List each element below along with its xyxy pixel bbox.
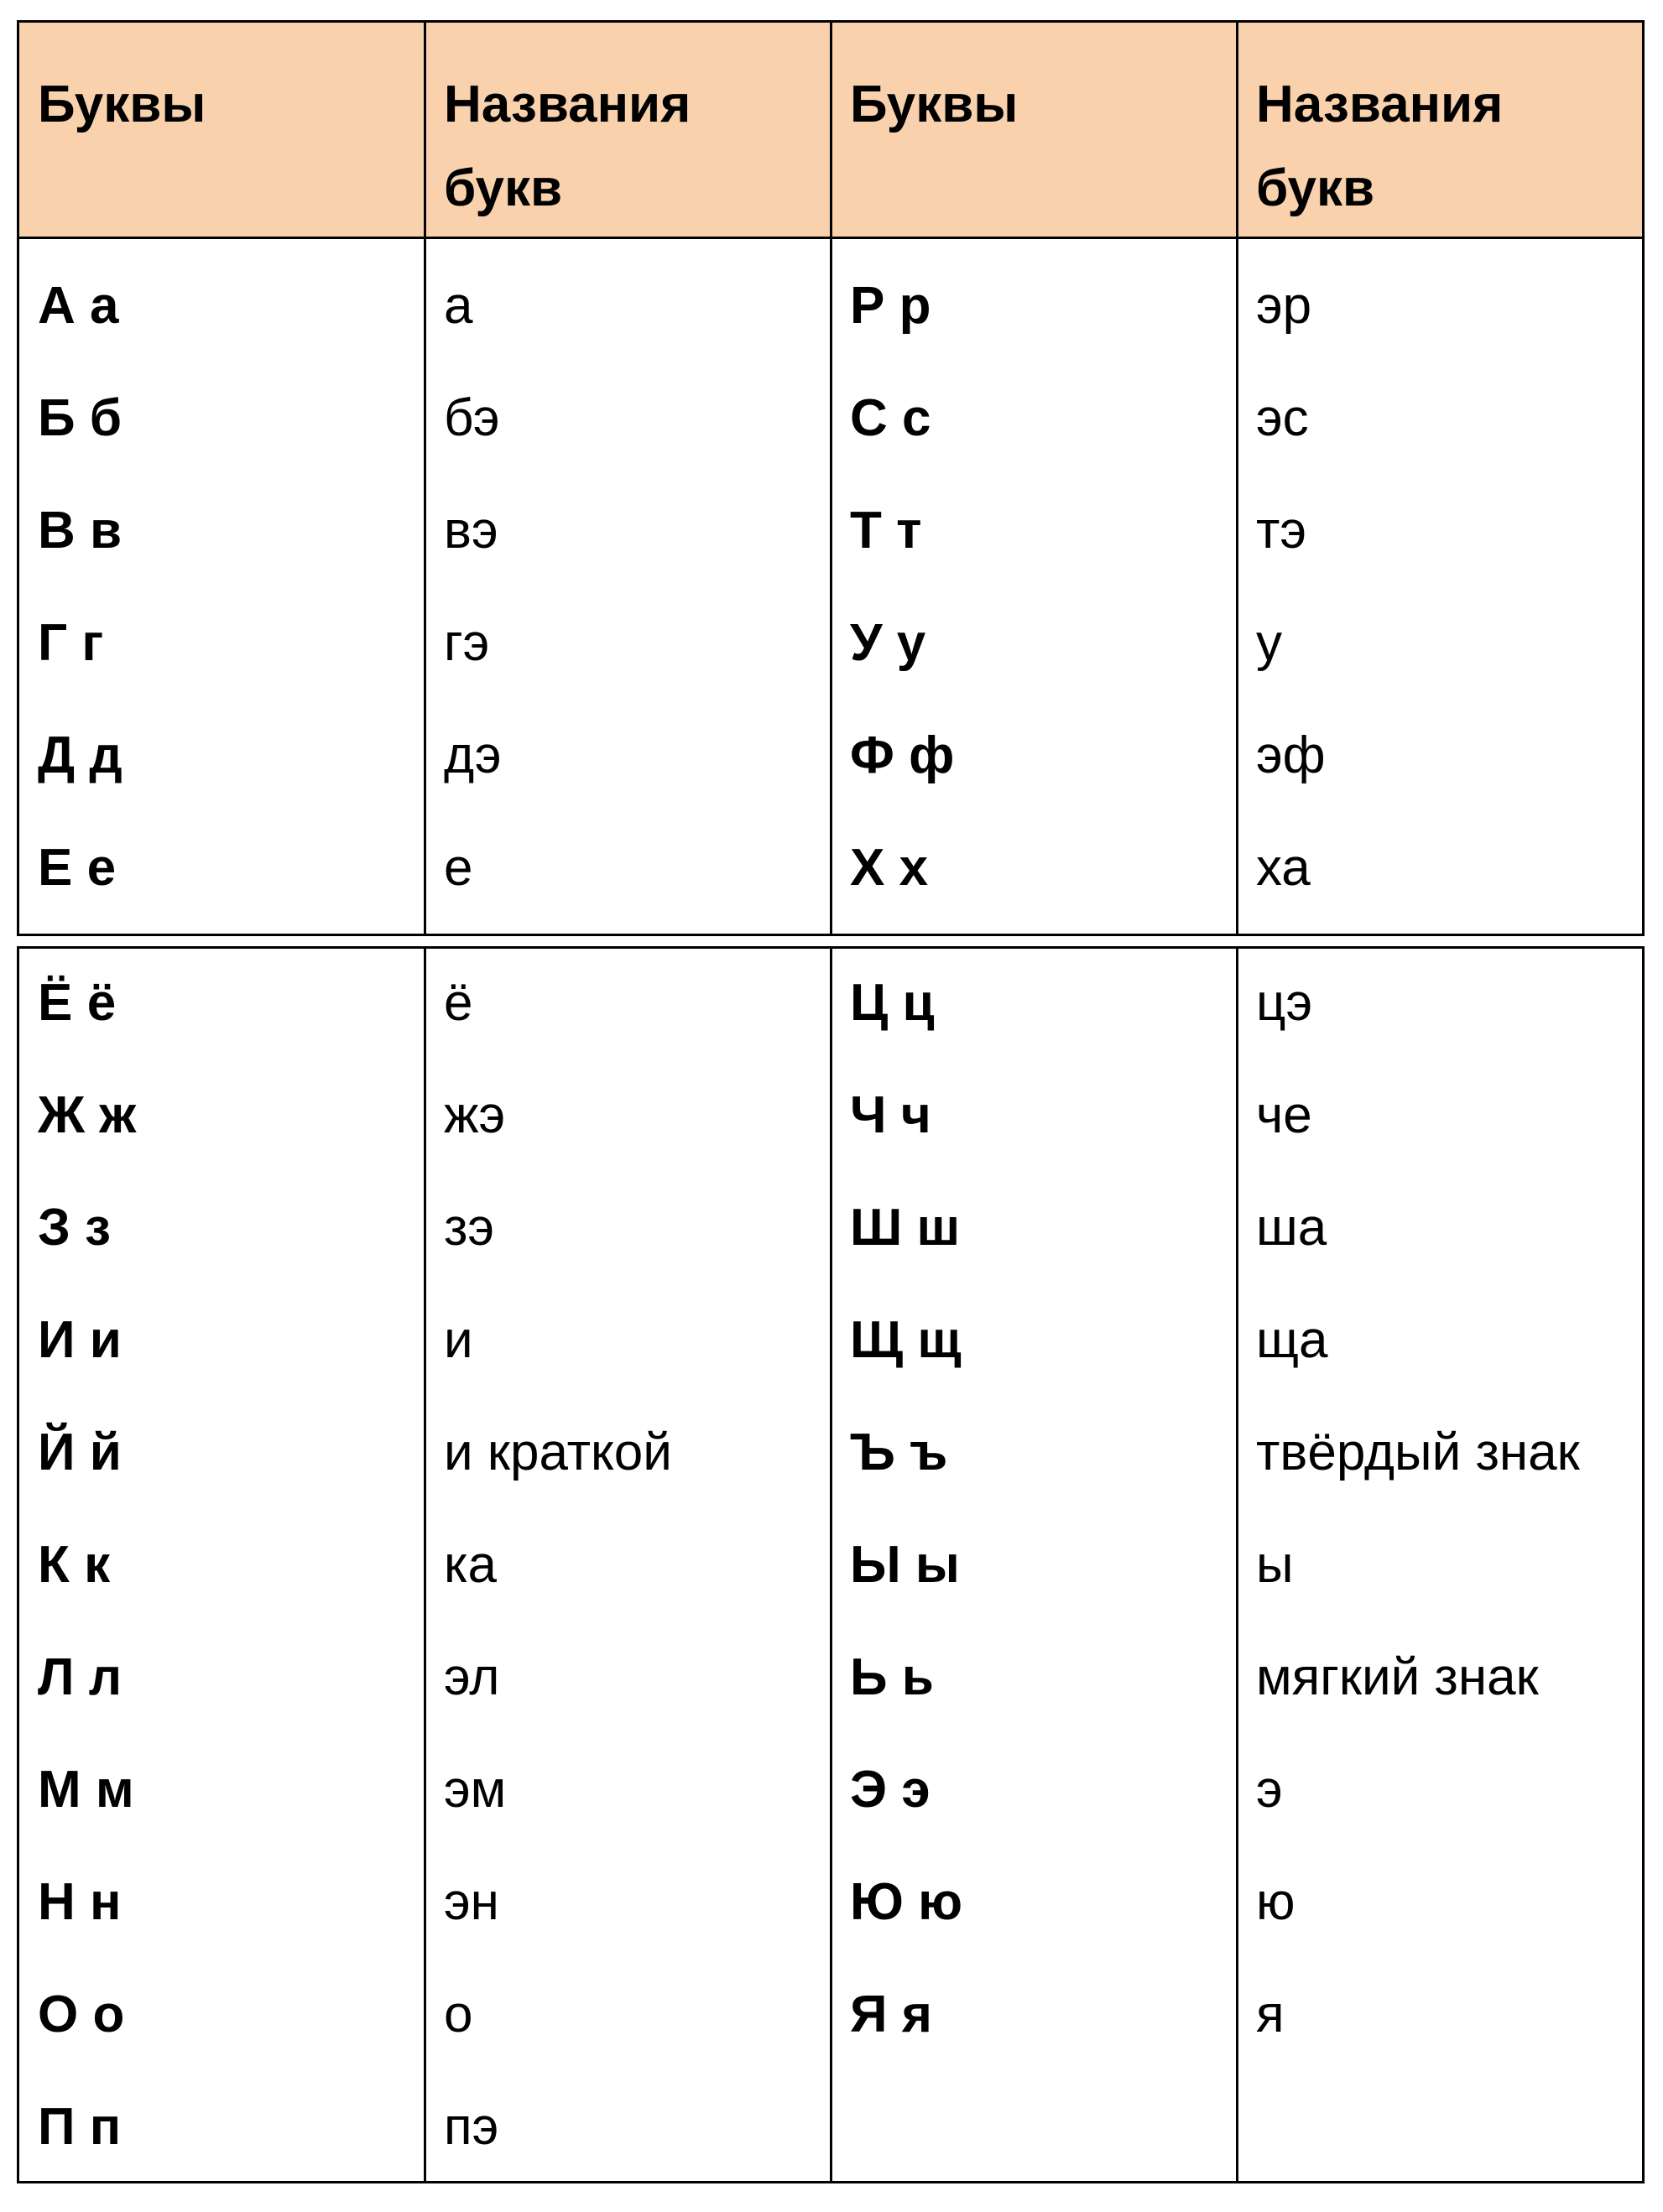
name-cell-1: бэ [444,389,500,447]
name-cell-2: ша [1256,1199,1327,1257]
letter-cell-2: Ц ц [850,974,935,1032]
name-cell-2: тэ [1256,502,1307,560]
letter-cell-1: Н н [38,1873,122,1931]
letter-cell-2: Ь ь [850,1648,934,1706]
name-cell-1: а [444,277,473,335]
column-divider [830,949,832,2181]
name-cell-1: эн [444,1873,499,1931]
name-cell-1: и краткой [444,1423,672,1481]
column-divider [424,949,426,2181]
name-cell-2: эф [1256,726,1326,784]
letter-cell-1: В в [38,502,123,560]
name-cell-1: жэ [444,1086,506,1144]
letter-cell-1: М м [38,1761,134,1819]
letter-cell-1: А а [38,277,119,335]
name-cell-1: и [444,1311,473,1369]
name-cell-1: о [444,1986,473,2043]
letter-cell-1: О о [38,1986,125,2043]
letter-cell-2: Ф ф [850,726,955,784]
letter-cell-1: Ж ж [38,1086,137,1144]
name-cell-1: дэ [444,726,502,784]
letter-cell-1: Ё ё [38,974,117,1032]
column-divider [424,23,426,934]
letter-cell-2: У у [850,614,926,672]
name-cell-1: вэ [444,502,498,560]
letter-cell-2: Х х [850,839,929,897]
name-cell-1: ё [444,974,473,1032]
letter-cell-2: Ч ч [850,1086,931,1144]
letter-cell-1: П п [38,2098,122,2156]
name-cell-2: че [1256,1086,1312,1144]
column-divider [1236,949,1238,2181]
letter-cell-2: Э э [850,1761,931,1819]
column-divider [830,23,832,934]
letter-cell-2: Щ щ [850,1311,962,1369]
letter-cell-2: Ш ш [850,1199,961,1257]
letter-cell-1: З з [38,1199,111,1257]
name-cell-2: я [1256,1986,1285,2043]
name-cell-2: эс [1256,389,1309,447]
letter-cell-1: Л л [38,1648,123,1706]
name-cell-1: эм [444,1761,507,1819]
letter-cell-2: Ю ю [850,1873,963,1931]
name-cell-2: эр [1256,277,1312,335]
name-cell-1: гэ [444,614,490,672]
letter-cell-2: Ъ ъ [850,1423,948,1481]
header-names-1: Названия букв [444,75,691,217]
name-cell-1: эл [444,1648,500,1706]
name-cell-2: ха [1256,839,1311,897]
letter-cell-2: Я я [850,1986,932,2043]
name-cell-2: цэ [1256,974,1313,1032]
name-cell-1: е [444,839,473,897]
header-letters-1: Буквы [38,75,206,133]
letter-cell-1: Й й [38,1423,122,1481]
column-divider [1236,23,1238,934]
letter-cell-1: И и [38,1311,122,1369]
letter-cell-2: Т т [850,502,922,560]
name-cell-2: твёрдый знак [1256,1423,1580,1481]
letter-cell-1: Д д [38,726,123,784]
letter-cell-1: Б б [38,389,123,447]
name-cell-2: э [1256,1761,1283,1819]
name-cell-2: ща [1256,1311,1328,1369]
name-cell-1: пэ [444,2098,499,2156]
name-cell-1: ка [444,1536,497,1594]
name-cell-2: у [1256,614,1282,672]
letter-cell-2: С с [850,389,931,447]
alphabet-table-top [17,20,1645,936]
name-cell-2: мягкий знак [1256,1648,1539,1706]
letter-cell-1: К к [38,1536,111,1594]
name-cell-1: зэ [444,1199,495,1257]
name-cell-2: ы [1256,1536,1294,1594]
letter-cell-2: Ы ы [850,1536,960,1594]
letter-cell-1: Г г [38,614,104,672]
letter-cell-2: Р р [850,277,931,335]
name-cell-2: ю [1256,1873,1295,1931]
letter-cell-1: Е е [38,839,117,897]
alphabet-table-bottom [17,946,1645,2183]
header-names-2: Названия букв [1256,75,1504,217]
header-letters-2: Буквы [850,75,1019,133]
